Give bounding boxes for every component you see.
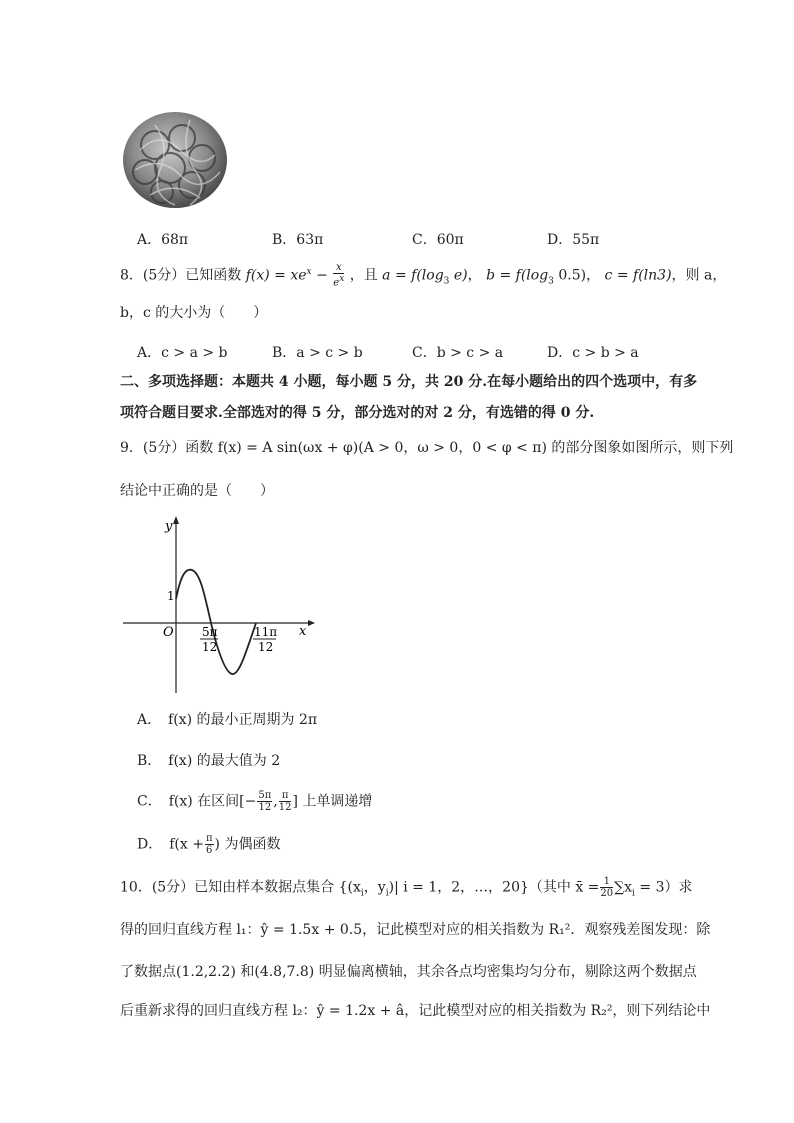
graph-tick1-den: 12 xyxy=(202,640,218,654)
q9-function-graph xyxy=(118,512,318,698)
graph-one-label: 1 xyxy=(167,589,175,603)
graph-origin-label: O xyxy=(163,625,174,640)
section2-heading-line1: 二、多项选择题：本题共 4 小题，每小题 5 分，共 20 分.在每小题给出的四个选项中，有多 xyxy=(120,374,698,390)
q8-stem-line1: 8．(5分）已知函数 $f(x) = xe^x$ − $\frac{x}{e^x}$ ，且 $a = f(\log_3$ e)， $b = f(\log_3$ 0.5)， c = f(ln3)，则 a， xyxy=(120,262,727,289)
q8-option-a: A．c > a > b xyxy=(137,345,228,361)
q9-option-a: A． f(x) 的最小正周期为 2π xyxy=(137,712,318,728)
q7-option-d: D．55π xyxy=(547,232,600,248)
q9-stem-line2: 结论中正确的是（ ） xyxy=(120,483,274,499)
graph-y-label: y xyxy=(165,519,173,534)
q10-stem-line3: 了数据点(1.2,2.2) 和(4.8,7.8) 明显偏离横轴，其余各点均密集均匀分布，剔除这两个数据点 xyxy=(120,964,697,980)
q7-option-a: A．68π xyxy=(137,232,189,248)
q8-option-c: C．b > c > a xyxy=(412,345,504,361)
q10-stem-line2: 得的回归直线方程 l₁：ŷ = 1.5x + 0.5，记此模型对应的相关指数为 R₁²．观察残差图发现：除 xyxy=(120,922,711,938)
section2-heading-line2: 项符合题目要求.全部选对的得 5 分，部分选对的对 2 分，有选错的得 0 分. xyxy=(120,405,595,421)
q9-option-c: C． f(x) 在区间[− $\frac{5\pi}{12}$ , $\frac{\pi}{12}$ ] 上单调递增 xyxy=(137,790,373,813)
q8-option-b: B．a > c > b xyxy=(272,345,363,361)
q10-stem-line4: 后重新求得的回归直线方程 l₂：ŷ = 1.2x + â，记此模型对应的相关指数为 R₂²，则下列结论中 xyxy=(120,1003,711,1019)
graph-tick1-num: 5π xyxy=(202,625,218,639)
q9-option-b: B． f(x) 的最大值为 2 xyxy=(137,753,281,769)
q7-option-c: C．60π xyxy=(412,232,464,248)
q7-option-b: B．63π xyxy=(272,232,324,248)
q8-fraction: $\frac{x}{e^x}$ xyxy=(333,262,345,289)
q10-stem-line1: 10．(5分）已知由样本数据点集合 {($x_i$，$y_i)|$ i = 1，2，…，20}（其中 x̄ = $\frac{1}{20}$ $\sum x_i = 3$）求 xyxy=(120,876,693,899)
graph-x-label: x xyxy=(299,624,307,639)
q8-option-d: D．c > b > a xyxy=(547,345,639,361)
q9-stem-line1: 9．(5分）函数 f(x) = A sin(ωx + φ)(A > 0，ω > 0，0 < φ < π) 的部分图象如图所示，则下列 xyxy=(120,440,734,456)
woven-ball-image xyxy=(120,110,230,210)
q9-option-d: D． f(x + $\frac{\pi}{6}$ ) 为偶函数 xyxy=(137,833,281,856)
graph-tick2-den: 12 xyxy=(258,640,274,654)
graph-tick2-num: 11π xyxy=(254,625,278,639)
q8-stem-line2: b，c 的大小为（ ） xyxy=(120,305,268,321)
